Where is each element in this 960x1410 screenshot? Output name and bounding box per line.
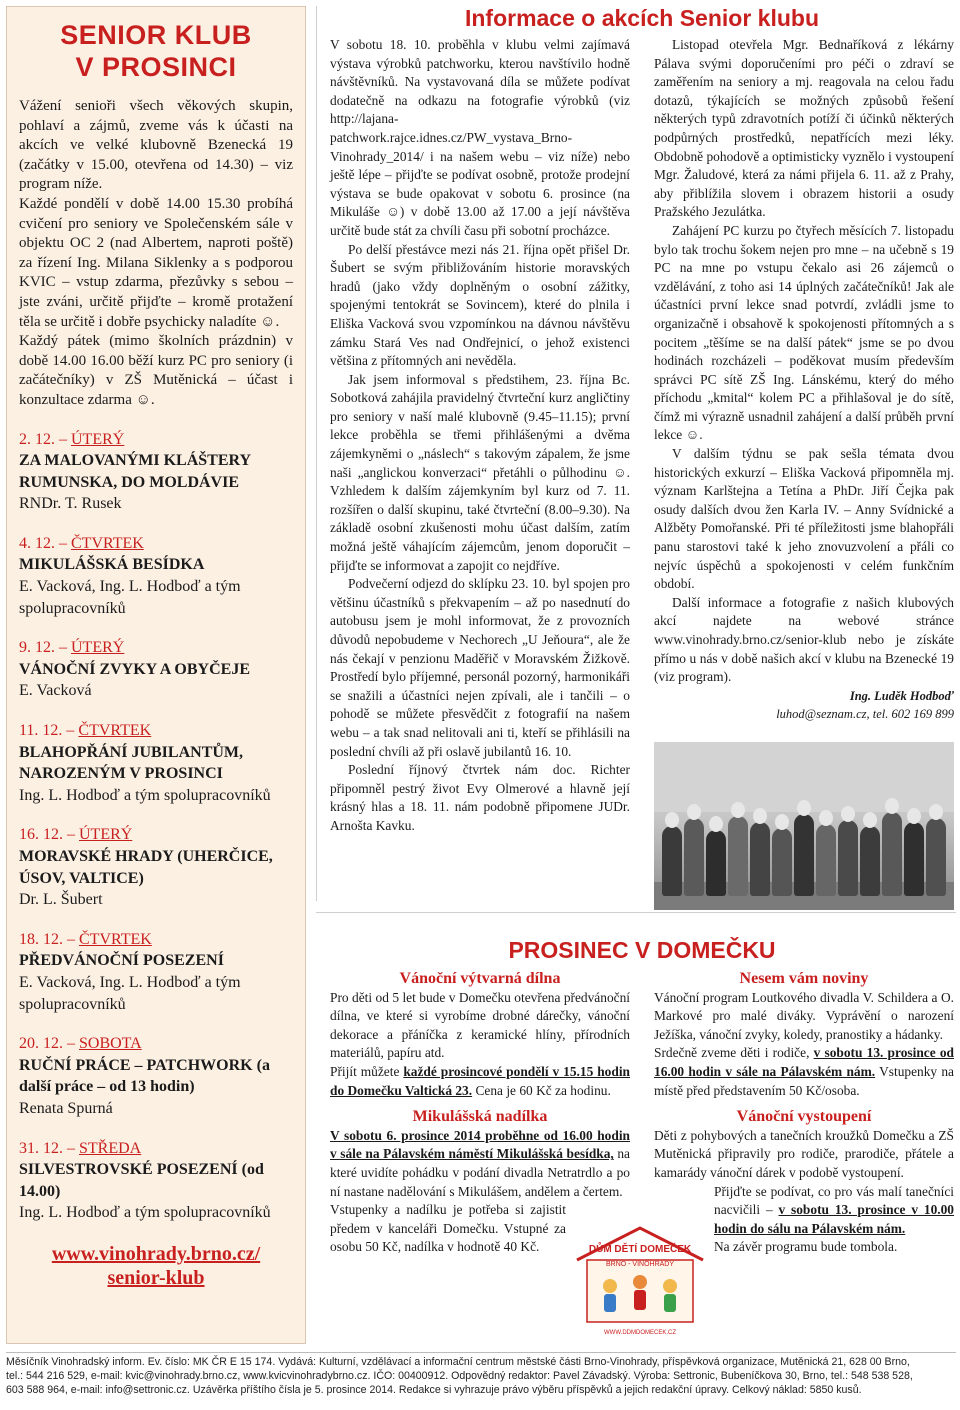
event-presenter: Dr. L. Šubert xyxy=(19,891,103,909)
footer-line: Měsíčník Vinohradský inform. Ev. číslo: MK ČR E 15 174. Vydává: Kulturní, vzdělávací a informační centrum městské části Brno-Vinohrady, příspěvková organizace, Mutěnická 21, 628 00 Brno, xyxy=(6,1356,910,1368)
event-presenter: E. Vacková xyxy=(19,682,92,700)
article-paragraph: Listopad otevřela Mgr. Bednaříková z lékárny Pálava svými doporučeními pro péči o zdraví se zaměřením na seniory a mj. reagovala na celou řadu dotazů, týkajících se možných způsobů řešení některých typů zdravotních potíží či účinků některých podpůrných prostředků, nepatřících mezi léky. Obdobně pohodově a optimisticky vyznělo i vystoupení Mgr. Žaludové, která za námi přijela 6. 11. až z Prahy, aby přiblížila slovem i obrazem historii a osudy Pražského Jezulátka. xyxy=(654,37,954,220)
article-paragraph: V sobotu 18. 10. proběhla v klubu velmi zajímavá výstava výrobků patchworku, kterou navštívilo hodně návštěvníků. Na vystavovaná díla se můžete podívat dodatečně na odkazu na fotografie výrobků (viz http://lajana-patchwork.rajce.idnes.cz/PW_vystava_Brno-Vinohrady_2014/ i na našem webu – viz níže) nebo ještě lépe – přijďte se podívat osobně, protože prodejní výstava se bude opakovat v sobotu 6. prosince (na Mikuláše ☺) v době 13.00 až 17.00 a její návštěva určitě bude stát za chvíli času při sobotní procházce. xyxy=(330,37,630,238)
event-title: SILVESTROVSKÉ POSEZENÍ (od 14.00) xyxy=(19,1161,264,1200)
text-emphasis: v sobotu 13. prosince od 16.00 hodin v sále na Pálavském nám. xyxy=(654,1045,954,1079)
article-column-2 xyxy=(654,36,954,724)
event-day: ÚTERÝ xyxy=(71,639,125,657)
event-date-value: 2. 12. xyxy=(19,430,55,448)
event-date: 31. 12. – STŘEDA xyxy=(19,1139,142,1157)
sidebar-title-line1: SENIOR KLUB xyxy=(60,20,252,50)
photo-person-head xyxy=(819,810,833,826)
text-emphasis: V sobotu 6. prosince 2014 proběhne od 16.00 hodin v sále na Pálavském náměstí Mikulášská besídka, xyxy=(330,1127,630,1162)
event-presenter: Ing. L. Hodboď a tým spolupracovníků xyxy=(19,1204,271,1222)
section-text: Vstupenky a nadílku je potřeba si zajistit předem v kanceláři Domečku. Vstupné za osobu 50 Kč, nadílka v hodnotě 40 Kč. xyxy=(330,1202,566,1255)
photo-person-head xyxy=(841,806,855,822)
section-text: Děti z pohybových a tanečních kroužků Domečku a ZŠ Mutěnická připravily pro rodiče, prarodiče, přátele a kamarády vánoční dárek v podobě vystoupení. xyxy=(654,1127,954,1180)
section-heading: Nesem vám noviny xyxy=(739,970,869,987)
article-paragraph: Zahájení PC kurzu po čtyřech měsících 7. listopadu bylo tak trochu šokem nejen pro mne – na učebně s 19 PC na mne po vstupu čekalo asi 26 zájemců o vzdělávání, z toho asi 14 úplných začátečníků! Jak ale účastníci první lekce snad potvrdí, zvládli jsme to organizačně i obsahově k spokojenosti přítomných a s pocitem „těšíme se na další pátek“ jsme se po dvou hodinách rozcházeli – poděkovat musím především správci PC sítě ZŠ Ing. Lánskému, který do mého příchodu „kmital“ kolem PC a přihlašoval je do sítě, čímž mi výrazně usnadnil zahájení a další průběh první lekce ☺. xyxy=(654,222,954,443)
text-emphasis: v sobotu 13. prosince v 10.00 hodin do sálu na Pálavském nám. xyxy=(714,1202,955,1236)
event-day: STŘEDA xyxy=(79,1139,142,1157)
event-item xyxy=(19,637,293,702)
photo-person xyxy=(882,812,902,896)
event-title: VÁNOČNÍ ZVYKY A OBYČEJE xyxy=(19,660,250,678)
photo-person-head xyxy=(863,812,877,828)
article-paragraph: Jak jsem informoval s předstihem, 23. října Bc. Sobotková zahájila pravidelný čtvrteční kurz angličtiny pro seniory v naší malé klubovně (9.45–11.15); první lekce proběhla se třemi přihlášenými a dvěma zájemkyněmi o „náslech“ s takovým zápalem, že jsme naši „anglickou konverzaci“ přetáhli o půlhodinu ☺. Vzhledem k dalším zájemkyním byl kurz od 7. 11. rozšířen o další skupinu, také čtvrteční (8.00–9.30). Na základě osobní zkušenosti mohu účast dalším, zatím možná ještě váhajícím zájemcům, jenom doporučit – přijďte se informovat a zapojit co nejdříve. xyxy=(330,371,630,573)
photo-person xyxy=(904,822,924,896)
domecek-logo xyxy=(565,1220,715,1338)
imprint-footer xyxy=(6,1352,956,1397)
event-item xyxy=(19,1033,293,1119)
photo-person xyxy=(816,824,836,896)
domecek-title: PROSINEC V DOMEČKU xyxy=(508,937,776,963)
article-paragraph: Poslední říjnový čtvrtek nám doc. Richter připomněl pestrý život Evy Olmerové a hlavně její krásný hlas a 18. 11. nám podobně připomene JUDr. Arnošta Kavku. xyxy=(330,762,630,833)
event-day: SOBOTA xyxy=(79,1035,142,1053)
event-title: BLAHOPŘÁNÍ JUBILANTŮM, NAROZENÝM V PROSINCI xyxy=(19,743,244,783)
event-item xyxy=(19,429,293,515)
event-date-value: 20. 12. xyxy=(19,1035,63,1053)
event-date-value: 4. 12. xyxy=(19,534,55,552)
photo-person xyxy=(838,820,858,896)
photo-person xyxy=(772,828,792,896)
event-item xyxy=(19,1138,293,1224)
logo-child-body xyxy=(664,1294,676,1312)
section-divider xyxy=(316,912,956,913)
section-text: Na závěr programu bude tombola. xyxy=(714,1239,898,1255)
text-run: Přijít můžete xyxy=(330,1063,404,1079)
photo-person xyxy=(860,826,880,896)
text-emphasis: každé prosincové pondělí v 15.15 hodin do Domečku Valtická 23. xyxy=(330,1063,630,1098)
photo-person-head xyxy=(797,800,811,816)
logo-child-head xyxy=(603,1279,617,1293)
event-presenter: RNDr. T. Rusek xyxy=(19,495,122,513)
event-day: ÚTERÝ xyxy=(79,826,133,844)
section-heading: Vánoční vystoupení xyxy=(736,1108,872,1126)
photo-person-head xyxy=(731,802,745,818)
event-item xyxy=(19,533,293,619)
photo-person xyxy=(794,814,814,896)
section-text: Vánoční program Loutkového divadla V. Schildera a O. Markové pro malé diváky. Vyprávění o narození Ježíška, vánoční zvyky, koledy, pranostiky a hádanky. xyxy=(654,989,954,1042)
logo-title: DŮM DĚTÍ DOMEČEK xyxy=(588,1244,692,1255)
text-run: Srdečně zveme děti i rodiče, xyxy=(654,1045,814,1061)
event-date-value: 31. 12. xyxy=(19,1139,63,1157)
footer-line: tel.: 544 216 529, e-mail: kvic@vinohrady.brno.cz, www.kvicvinohradybrno.cz. IČO: 00400912. Odpovědný redaktor: Pavel Závadský. Výroba: Settronic, Bubeníčkova 30, Brno, tel.: 548 538 528, xyxy=(6,1370,913,1382)
event-presenter: Ing. L. Hodboď a tým spolupracovníků xyxy=(19,786,271,804)
photo-person xyxy=(662,826,682,896)
event-date: 11. 12. – ČTVRTEK xyxy=(19,722,152,740)
intro-paragraph: Vážení senioři všech věkových skupin, pohlaví a zájmů, zveme vás k účasti na akcích ve velké klubovně Bzenecká 19 (začátky v 15.00, otevřena od 14.30) – viz program níže. xyxy=(19,98,293,193)
photo-person-head xyxy=(753,808,767,824)
section-heading: Vánoční výtvarná dílna xyxy=(399,970,561,987)
event-day: ČTVRTEK xyxy=(79,930,152,948)
event-item xyxy=(19,824,293,910)
sidebar-intro xyxy=(19,97,293,411)
event-day: ČTVRTEK xyxy=(78,722,152,740)
event-date-value: 11. 12. xyxy=(19,722,63,740)
column-divider xyxy=(316,6,317,901)
photo-person-head xyxy=(929,804,943,820)
photo-person xyxy=(728,816,748,896)
event-presenter: Renata Spurná xyxy=(19,1099,113,1117)
photo-person-head xyxy=(709,816,723,832)
event-date: 2. 12. – ÚTERÝ xyxy=(19,430,125,448)
link-line1: www.vinohrady.brno.cz/ xyxy=(51,1242,261,1265)
event-title: ZA MALOVANÝMI KLÁŠTERY RUMUNSKA, DO MOLDÁVIE xyxy=(19,452,251,491)
text-run: Cena je 60 Kč za hodinu. xyxy=(472,1082,611,1098)
senior-klub-link[interactable] xyxy=(19,1242,293,1290)
event-title: PŘEDVÁNOČNÍ POSEZENÍ xyxy=(19,952,224,970)
intro-paragraph: Každé pondělí v době 14.00 15.30 probíhá cvičení pro seniory ve Společenském sále v objektu OC 2 (nad Albertem, naproti poště) za řízení Ing. Milana Siklenky a s podporou KVIC – vstup zdarma, přezůvky s sebou – jste zváni, určitě přijďte – kromě protažení těla se určitě i dobře psychicky naladíte ☺. xyxy=(19,195,293,330)
event-date: 20. 12. – SOBOTA xyxy=(19,1035,142,1053)
logo-child-body xyxy=(604,1294,616,1312)
sidebar-title-line2: V PROSINCI xyxy=(75,52,237,82)
sidebar-title xyxy=(19,19,293,83)
event-date: 18. 12. – ČTVRTEK xyxy=(19,930,152,948)
event-date-value: 16. 12. xyxy=(19,826,63,844)
link-line2: senior-klub xyxy=(107,1266,205,1289)
event-item xyxy=(19,929,293,1015)
logo-child-head xyxy=(633,1275,647,1289)
intro-paragraph: Každý pátek (mimo školních prázdnin) v době 14.00 16.00 běží kurz PC pro seniory (i začátečníky) v ZŠ Mutěnická – účast i konzultace zdarma ☺. xyxy=(19,333,293,408)
signature xyxy=(654,687,954,724)
article-paragraph: Další informace a fotografie z našich klubových akcí najdete na webové stránce www.vinohrady.brno.cz/senior-klub nebo je získáte přímo u nás v době našich akcí v klubu na Bzenecké 19 (viz program). xyxy=(654,594,954,685)
photo-person-head xyxy=(665,812,679,828)
section-text xyxy=(330,1063,630,1100)
photo-person-head xyxy=(687,804,701,820)
event-title: RUČNÍ PRÁCE – PATCHWORK (a další práce – od 13 hodin) xyxy=(19,1056,270,1096)
event-date-value: 9. 12. xyxy=(19,639,55,657)
section-text xyxy=(654,1044,954,1100)
photo-person xyxy=(926,818,946,896)
logo-child-body xyxy=(634,1290,646,1310)
photo-person-head xyxy=(885,798,899,814)
photo-person xyxy=(750,822,770,896)
photo-person xyxy=(684,818,704,896)
event-item xyxy=(19,720,293,806)
event-presenter: E. Vacková, Ing. L. Hodboď a tým spolupracovníků xyxy=(19,973,241,1013)
article-column-1 xyxy=(330,36,630,836)
photo-person xyxy=(706,830,726,896)
event-presenter: E. Vacková, Ing. L. Hodboď a tým spolupracovníků xyxy=(19,578,241,617)
footer-line: 603 588 964, e-mail: info@settronic.cz. Uzávěrka příštího čísla je 5. prosince 2014. Redakce si vyhrazuje právo výběru příspěvků a jejich redakční úpravy. Celkový náklad: 5850 kusů. xyxy=(6,1384,862,1396)
signature-name: Ing. Luděk Hodboď xyxy=(849,688,954,703)
logo-url: WWW.DDMDOMECEK.CZ xyxy=(604,1330,676,1336)
event-date: 16. 12. – ÚTERÝ xyxy=(19,826,133,844)
logo-subtitle: BRNO - VINOHRADY xyxy=(605,1261,675,1268)
photo-person-head xyxy=(907,808,921,824)
event-date: 4. 12. – ČTVRTEK xyxy=(19,534,144,552)
text-run: na které uvidíte pohádku v podání divadla Netratrdlo a po ní nastane nadělování s Mikulášem, andělem a čertem. xyxy=(330,1146,630,1199)
text-run: Vstupenky na místě před představením 50 Kč/osoba. xyxy=(654,1063,954,1098)
article-paragraph: V dalším týdnu se pak sešla témata dvou historických exkurzí – Eliška Vacková připomněla mj. význam Karlštejna a Tetína a PhDr. Jiří Čejka pak osudy dalších dvou žen Karla IV. – Anny Svídnické a Alžběty Pomořanské. Při té příležitosti jsme blahopřáli panu starostovi také k jeho znovuzvolení a přáli co nejvíc úspěchů a spokojenosti v celém funkčním období. xyxy=(654,446,954,592)
event-day: ČTVRTEK xyxy=(71,534,144,552)
senior-klub-sidebar xyxy=(6,6,306,1344)
logo-child-head xyxy=(663,1279,677,1293)
group-photo xyxy=(654,742,954,910)
event-date: 9. 12. – ÚTERÝ xyxy=(19,639,125,657)
event-list xyxy=(19,429,293,1224)
article-title: Informace o akcích Senior klubu xyxy=(464,5,820,31)
event-date-value: 18. 12. xyxy=(19,930,63,948)
section-heading: Mikulášská nadílka xyxy=(412,1108,548,1126)
photo-person-head xyxy=(775,814,789,830)
section-text: Pro děti od 5 let bude v Domečku otevřena předvánoční dílna, ve které si vyrobíme drobné dárečky, vánoční dekorace a přáníčka z keramické hlíny, přírodních materiálů, papíru atd. xyxy=(330,989,630,1061)
event-title: MORAVSKÉ HRADY (UHERČICE, ÚSOV, VALTICE) xyxy=(19,848,273,887)
domecek-column-1 xyxy=(330,970,630,1257)
article-paragraph: Podvečerní odjezd do sklípku 23. 10. byl spojen pro většinu účastníků s překvapením – až po nasednutí do autobusu jsem je mohl informovat, že z provozních důvodů nepobudeme v Nechorech „U Jeňoura“, ale že nás čekají v penzionu Maděřič v Moravském Žižkově. Prostředí bylo příjemné, personál pozorný, harmonikáři se snažili a účastníci nejen zpívali, ale i tančili – o pohodě se můžete přesvědčit z fotografií na našem webu – a tak snad nelitovali ani ti, kteří se přihlásili na poslední chvíli až při oslavě jubilantů 16. 10. xyxy=(330,576,630,759)
text-run: Přijďte se podívat, co pro vás malí tanečníci nacvičili – xyxy=(714,1183,954,1218)
event-title: MIKULÁŠSKÁ BESÍDKA xyxy=(19,556,205,574)
domecek-column-2 xyxy=(654,970,954,1257)
signature-contact: luhod@seznam.cz, tel. 602 169 899 xyxy=(776,707,954,722)
section-text xyxy=(330,1127,630,1201)
event-day: ÚTERÝ xyxy=(71,430,125,448)
article-paragraph: Po delší přestávce mezi nás 21. října opět přišel Dr. Šubert se svým přibližováním historie moravských hradů (jako vždy doplněným o osobní zážitky, spojenými tentokrát se Sovincem), které do plnila i Eliška Vacková svou vzpomínkou na dávnou návštěvu zámku Stará Ves nad Ondřejnicí, o jehož existenci většina z přítomných ani nevěděla. xyxy=(330,241,630,369)
